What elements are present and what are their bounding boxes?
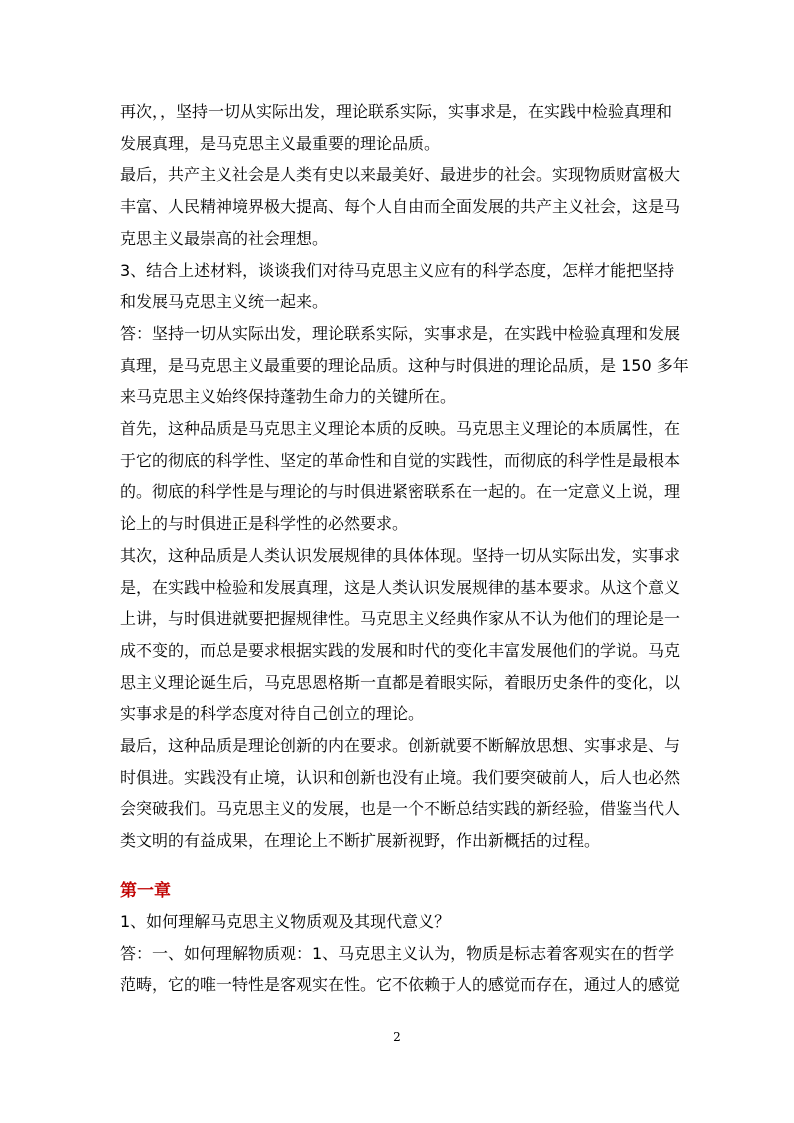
text-line: 其次，这种品质是人类认识发展规律的具体体现。坚持一切从实际出发，实事求 [120, 545, 681, 565]
text-line: 最后，共产主义社会是人类有史以来最美好、最进步的社会。实现物质财富极大 [120, 165, 681, 185]
text-line: 克思主义最崇高的社会理想。 [120, 228, 329, 248]
text-line: 论上的与时俱进正是科学性的必然要求。 [120, 514, 409, 534]
answer-paragraph [120, 318, 689, 413]
page-number: 2 [393, 1030, 401, 1044]
question-paragraph [120, 906, 680, 938]
text-line: 和发展马克思主义统一起来。 [120, 292, 329, 312]
paragraph [120, 159, 680, 254]
paragraph [120, 540, 680, 730]
answer-paragraph [120, 938, 680, 1001]
text-line: 再次，，坚持一切从实际出发，理论联系实际，实事求是，在实践中检验真理和 [120, 102, 673, 121]
text-line: 最后，这种品质是理论创新的内在要求。创新就要不断解放思想、实事求是、与 [120, 736, 681, 756]
text-line: 上讲，与时俱进就要把握规律性。马克思主义经典作家从不认为他们的理论是一 [120, 609, 681, 629]
body-text-tail [120, 906, 680, 1001]
text-line: 首先，这种品质是马克思主义理论本质的反映。马克思主义理论的本质属性，在 [120, 419, 681, 439]
text-line: 来马克思主义始终保持蓬勃生命力的关键所在。 [120, 387, 457, 407]
text-line: 实事求是的科学态度对待自己创立的理论。 [120, 704, 425, 724]
text-line: 思主义理论诞生后，马克思恩格斯一直都是着眼实际，着眼历史条件的变化，以 [120, 672, 681, 692]
text-line: 发展真理，是马克思主义最重要的理论品质。 [120, 133, 441, 153]
paragraph [120, 413, 680, 540]
text-line: 丰富、人民精神境界极大提高、每个人自由而全面发展的共产主义社会，这是马 [120, 197, 681, 217]
paragraph [120, 96, 680, 159]
text-line: 3、结合上述材料，谈谈我们对待马克思主义应有的科学态度，怎样才能把坚持 [120, 260, 675, 280]
body-text-top [120, 96, 689, 857]
chapter-heading: 第一章 [120, 881, 171, 901]
text-line: 成不变的，而总是要求根据实践的发展和时代的变化丰富发展他们的学说。马克 [120, 640, 681, 660]
text-line: 的。彻底的科学性是与理论的与时俱进紧密联系在一起的。在一定意义上说，理 [120, 482, 681, 502]
text-line: 真理，是马克思主义最重要的理论品质。这种与时俱进的理论品质，是 150 多年 [120, 355, 689, 375]
text-line: 时俱进。实践没有止境，认识和创新也没有止境。我们要突破前人，后人也必然 [120, 767, 681, 787]
paragraph [120, 730, 680, 857]
text-line: 会突破我们。马克思主义的发展，也是一个不断总结实践的新经验，借鉴当代人 [120, 799, 681, 819]
text-line: 答：坚持一切从实际出发，理论联系实际，实事求是，在实践中检验真理和发展 [120, 323, 681, 343]
text-line: 范畴，它的唯一特性是客观实在性。它不依赖于人的感觉而存在，通过人的感觉 [120, 975, 681, 995]
text-line: 1、如何理解马克思主义物质观及其现代意义？ [120, 912, 451, 931]
text-line: 于它的彻底的科学性、坚定的革命性和自觉的实践性，而彻底的科学性是最根本 [120, 450, 681, 470]
question-paragraph [120, 255, 680, 318]
text-line: 是，在实践中检验和发展真理，这是人类认识发展规律的基本要求。从这个意义 [120, 577, 681, 597]
text-line: 类文明的有益成果，在理论上不断扩展新视野，作出新概括的过程。 [120, 831, 601, 851]
text-line: 答：一、如何理解物质观：1、马克思主义认为，物质是标志着客观实在的哲学 [120, 943, 675, 963]
